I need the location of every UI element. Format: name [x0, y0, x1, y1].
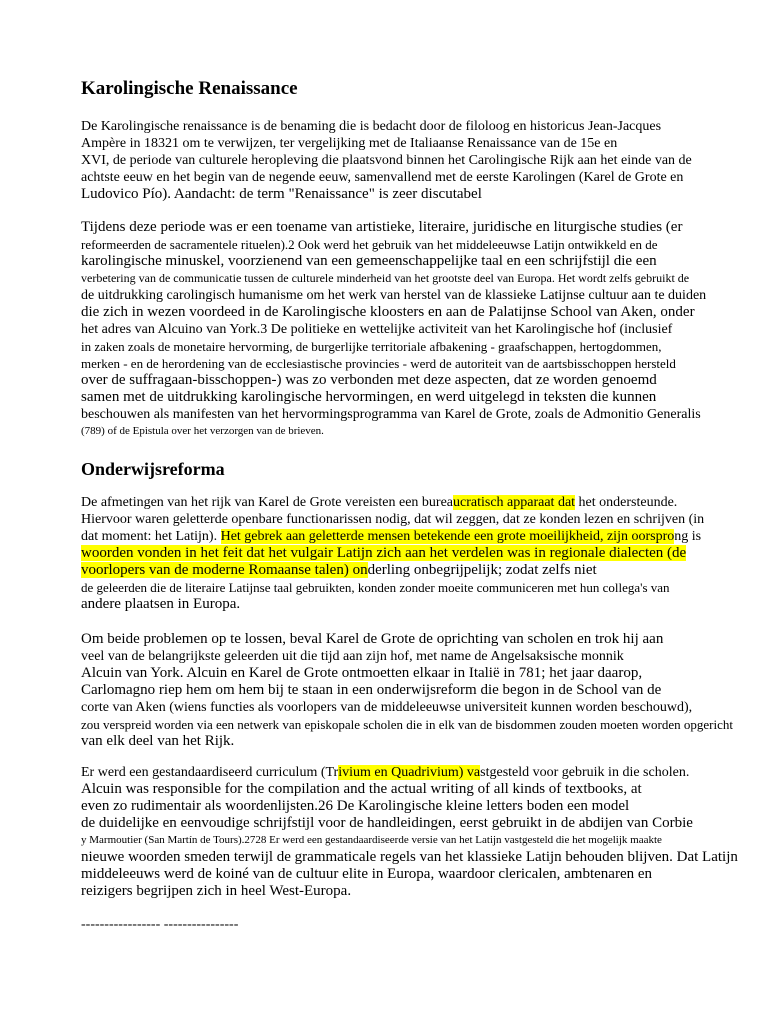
text-line: veel van de belangrijkste geleerden uit die tijd aan zijn hof, met name de Angelsaksische monnik — [81, 649, 624, 664]
text-line — [81, 764, 743, 781]
text-line: die zich in wezen voordeed in de Karolingische kloosters en aan de Palatijnse School van Aken, onder — [81, 304, 695, 320]
document-content — [81, 78, 743, 933]
paragraph-intro — [81, 118, 743, 203]
text-line — [81, 494, 743, 511]
text-line — [81, 545, 743, 562]
text-line: nieuwe woorden smeden terwijl de grammaticale regels van het klassieke Latijn behouden blijven. Dat Latijn — [81, 849, 738, 865]
text-span: De afmetingen van het rijk van Karel de Grote vereisten een burea — [81, 495, 453, 510]
section-heading: Onderwijsreforma — [81, 459, 225, 479]
text-line: middeleeuws werd de koiné van de cultuur elite in Europa, waardoor clericalen, ambtenaren en — [81, 866, 653, 882]
text-line: de uitdrukking carolingisch humanisme om het werk van herstel van de klassieke Latijnse cultuur aan te duiden — [81, 288, 707, 303]
text-line: achtste eeuw en het begin van de negende eeuw, samenvallend met de eerste Karolingen (Karel de Grote en — [81, 170, 684, 185]
text-span: dat moment: het Latijn). — [81, 529, 221, 544]
text-span: stgesteld voor gebruik in die scholen. — [480, 765, 690, 780]
text-line — [81, 528, 743, 545]
paragraph-solution — [81, 631, 743, 750]
text-line: andere plaatsen in Europa. — [81, 596, 241, 612]
text-line: corte van Aken (wiens functies als voorlopers van de middeleeuwse universiteit kunnen worden beschouwd), — [81, 700, 693, 715]
highlighted-text: voorlopers van de moderne Romaanse talen) on — [81, 562, 368, 578]
text-line: karolingische minuskel, voorzienend van een gemeenschappelijke taal en een schrijfstijl die een — [81, 253, 657, 269]
text-line: over de suffragaan-bisschoppen-) was zo verbonden met deze aspecten, dat ze worden genoemd — [81, 372, 657, 388]
text-line: de duidelijke en eenvoudige schrijfstijl voor de handleidingen, eerst gebruikt in de abdijen van Corbie — [81, 815, 693, 831]
text-line — [81, 562, 743, 579]
text-line: Ampère in 18321 om te verwijzen, ter vergelijking met de Italiaanse Renaissance van de 15e en — [81, 136, 618, 151]
text-line: Hiervoor waren geletterde openbare functionarissen nodig, dat wil zeggen, dat ze konden lezen en schrijven (in — [81, 512, 705, 527]
text-line: reformeerden de sacramentele rituelen).2 Ook werd het gebruik van het middeleeuwse Latijn ontwikkeld en de — [81, 237, 658, 252]
text-line: zou verspreid worden via een netwerk van episkopale scholen die in elk van de bisdommen zouden moeten worden opgericht — [81, 717, 733, 732]
paragraph-period — [81, 219, 743, 440]
text-line: de geleerden die de literaire Latijnse taal gebruikten, konden zonder moeite communiceren met hun collega's van — [81, 580, 670, 595]
text-line: verbetering van de communicatie tussen de culturele minderheid van het grootste deel van Europa. Het wordt zelfs gebruikt de — [81, 271, 690, 285]
text-line: reizigers begrijpen zich in heel West-Europa. — [81, 883, 352, 899]
highlighted-text: ucratisch apparaat dat — [453, 495, 576, 510]
paragraph-curriculum — [81, 764, 743, 900]
text-line: De Karolingische renaissance is de benaming die is bedacht door de filoloog en historicus Jean-Jacques — [81, 119, 662, 134]
text-line: even zo rudimentair als woordenlijsten.26 De Karolingische kleine letters boden een model — [81, 798, 630, 814]
text-span: het ondersteunde. — [575, 495, 678, 510]
text-line: van elk deel van het Rijk. — [81, 733, 235, 749]
text-line: merken - en de herordening van de ecclesiastische provincies - werd de autoriteit van de aartsbisschoppen hersteld — [81, 356, 676, 371]
page-title: Karolingische Renaissance — [81, 78, 298, 99]
text-line: beschouwen als manifesten van het hervormingsprogramma van Karel de Grote, zoals de Admonitio Generalis — [81, 407, 701, 422]
paragraph-dimensions — [81, 494, 743, 613]
text-span: Er werd een gestandaardiseerd curriculum (Tr — [81, 765, 339, 780]
text-line: y Marmoutier (San Martín de Tours).2728 Er werd een gestandaardiseerde versie van het Latijn vastgesteld die het mogelijk maakte — [81, 834, 662, 846]
text-line: Alcuin van York. Alcuin en Karel de Grote ontmoetten elkaar in Italië in 781; het jaar daarop, — [81, 665, 643, 681]
text-line: Alcuin was responsible for the compilation and the actual writing of all kinds of textbooks, at — [81, 781, 642, 797]
text-line: Om beide problemen op te lossen, beval Karel de Grote de oprichting van scholen en trok hij aan — [81, 631, 664, 647]
text-line: Ludovico Pío). Aandacht: de term "Renaissance" is zeer discutabel — [81, 186, 482, 202]
text-line: Tijdens deze periode was er een toename van artistieke, literaire, juridische en liturgische studies (er — [81, 219, 683, 235]
footnote-separator: ----------------- ---------------- — [81, 917, 239, 932]
text-line: XVI, de periode van culturele heropleving die plaatsvond binnen het Carolingische Rijk aan het einde van de — [81, 153, 692, 168]
highlighted-text: ivium en Quadrivium) va — [338, 765, 481, 780]
highlighted-text: woorden vonden in het feit dat het vulgair Latijn zich aan het verdelen was in regionale dialecten (de — [81, 545, 687, 561]
text-line: samen met de uitdrukking karolingische hervormingen, en werd uitgelegd in teksten die kunnen — [81, 389, 657, 405]
text-line: in zaken zoals de monetaire hervorming, de burgerlijke territoriale afbakening - graafschappen, hertogdommen, — [81, 339, 662, 354]
text-line: Carlomagno riep hem om hem bij te staan in een onderwijsreform die begon in de School van de — [81, 682, 662, 698]
text-line: (789) of de Epistula over het verzorgen van de brieven. — [81, 425, 324, 437]
text-span: derling onbegrijpelijk; zodat zelfs niet — [367, 562, 597, 578]
text-line: het adres van Alcuino van York.3 De politieke en wettelijke activiteit van het Karolingische hof (inclusief — [81, 322, 673, 337]
highlighted-text: Het gebrek aan geletterde mensen betekende een grote moeilijkheid, zijn oorspro — [220, 529, 675, 544]
text-span: ng is — [674, 529, 702, 544]
